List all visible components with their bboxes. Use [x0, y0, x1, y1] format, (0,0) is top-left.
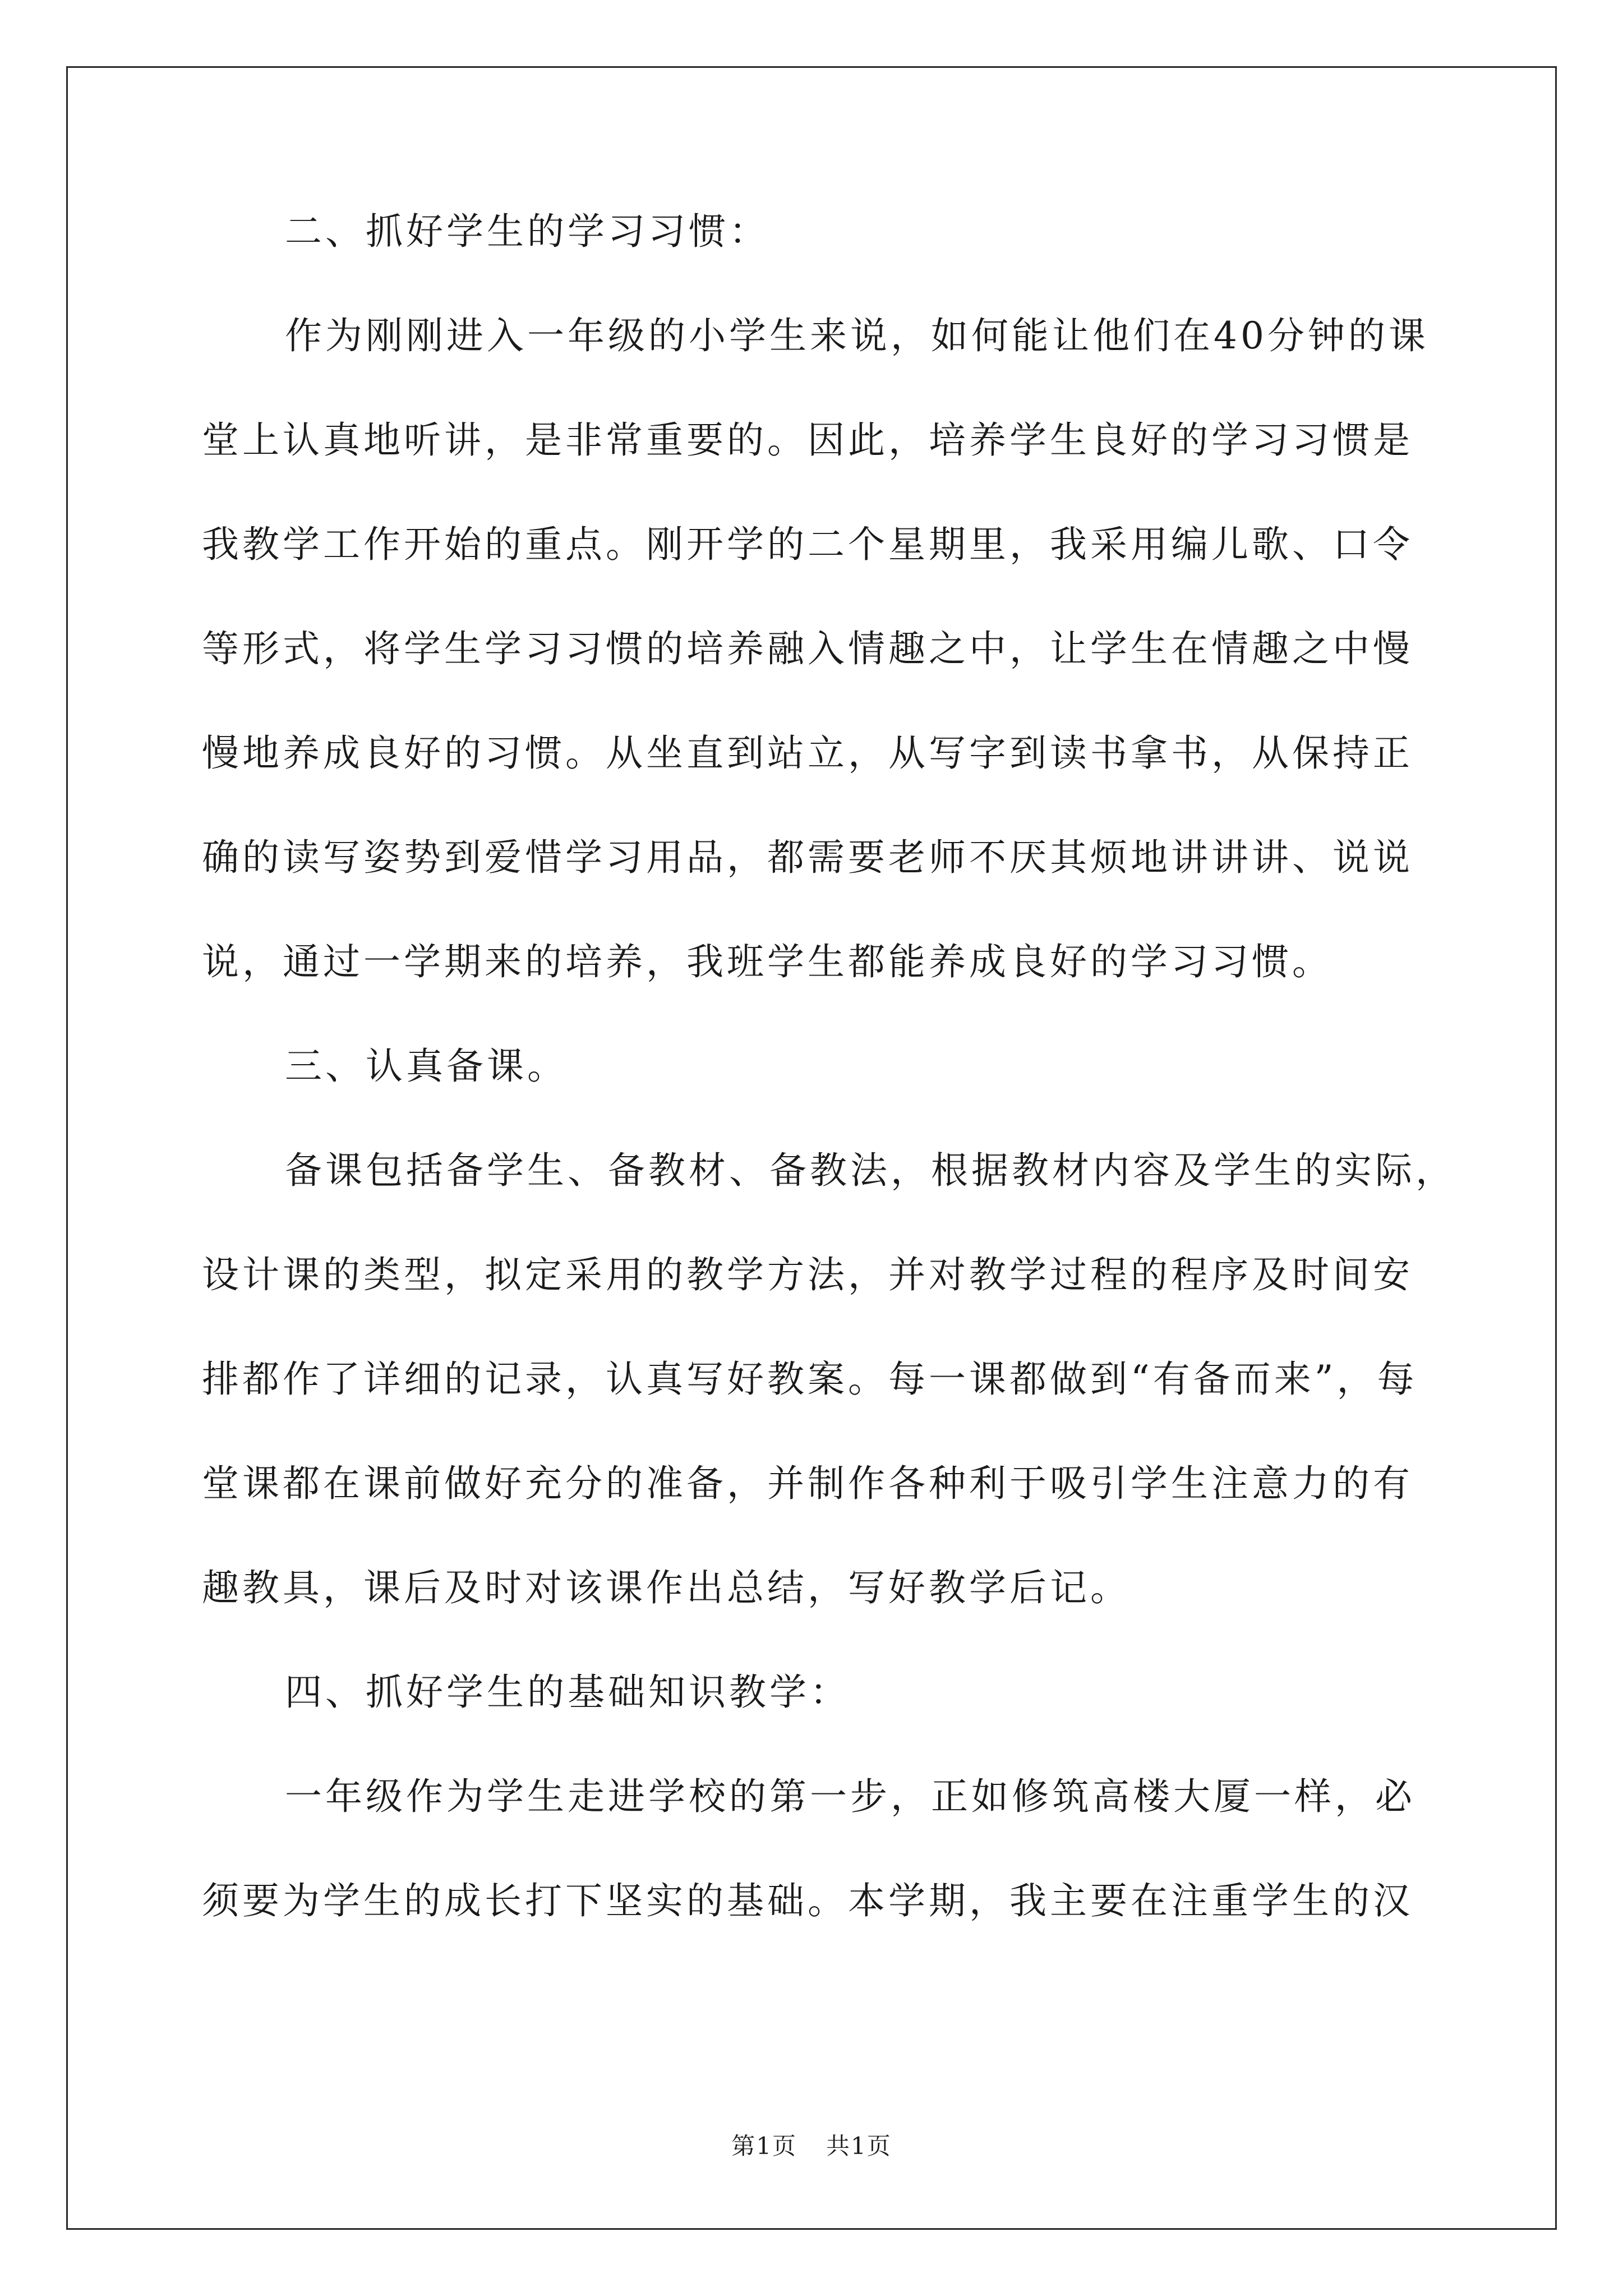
paragraph-line: 趣教具，课后及时对该课作出总结，写好教学后记。	[202, 1566, 1131, 1609]
heading-basic-knowledge: 四、抓好学生的基础知识教学：	[285, 1671, 850, 1714]
page-footer	[0, 2134, 1623, 2158]
paragraph-line: 堂课都在课前做好充分的准备，并制作各种利于吸引学生注意力的有	[202, 1462, 1413, 1505]
paragraph-line: 堂上认真地听讲，是非常重要的。因此，培养学生良好的学习习惯是	[202, 418, 1413, 462]
paragraph-line: 等形式，将学生学习习惯的培养融入情趣之中，让学生在情趣之中慢	[202, 627, 1413, 670]
page-total: 共1页	[826, 2132, 892, 2160]
paragraph-line: 作为刚刚进入一年级的小学生来说，如何能让他们在40分钟的课	[285, 314, 1429, 357]
paragraph-line: 一年级作为学生走进学校的第一步，正如修筑高楼大厦一样，必	[285, 1775, 1415, 1818]
paragraph-line: 排都作了详细的记录，认真写好教案。每一课都做到“有备而来”，每	[202, 1358, 1418, 1401]
heading-habits: 二、抓好学生的学习习惯：	[285, 210, 769, 253]
heading-lesson-prep: 三、认真备课。	[285, 1045, 568, 1088]
page-number: 第1页	[731, 2132, 797, 2160]
paragraph-line: 设计课的类型，拟定采用的教学方法，并对教学过程的程序及时间安	[202, 1253, 1413, 1296]
paragraph-line: 说，通过一学期来的培养，我班学生都能养成良好的学习习惯。	[202, 940, 1332, 983]
paragraph-line: 我教学工作开始的重点。刚开学的二个星期里，我采用编儿歌、口令	[202, 523, 1413, 566]
paragraph-line: 慢地养成良好的习惯。从坐直到站立，从写字到读书拿书，从保持正	[202, 731, 1413, 775]
paragraph-line: 备课包括备学生、备教材、备教法，根据教材内容及学生的实际，	[285, 1149, 1456, 1192]
paragraph-line: 须要为学生的成长打下坚实的基础。本学期，我主要在注重学生的汉	[202, 1879, 1413, 1922]
document-body	[202, 210, 1456, 1987]
paragraph-line: 确的读写姿势到爱惜学习用品，都需要老师不厌其烦地讲讲讲、说说	[202, 836, 1413, 879]
